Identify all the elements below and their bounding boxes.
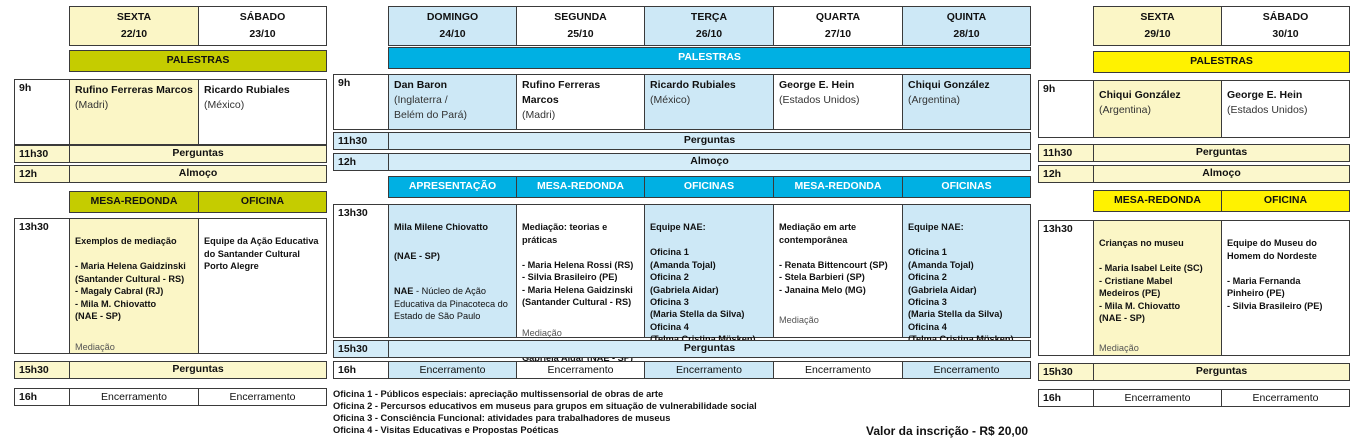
speaker-place: (Madri) <box>522 109 556 122</box>
speaker-name: Rufino Ferreras Marcos <box>75 84 193 96</box>
day-date: 29/10 <box>1144 28 1171 41</box>
encerramento: Encerramento <box>198 388 327 406</box>
mediacao-label: Mediação <box>75 341 115 352</box>
session-text: Mila Milene Chiovatto <box>394 222 488 233</box>
day-date: 25/10 <box>567 28 594 41</box>
speaker-cell <box>644 74 774 130</box>
perguntas-band: Perguntas <box>388 132 1031 150</box>
speaker-place: (Inglaterra / <box>394 94 448 107</box>
oficina-label: OFICINA <box>1221 190 1350 212</box>
speaker-place: (México) <box>204 99 245 112</box>
day-header-sexta-29 <box>1093 6 1222 46</box>
day-header-sexta-22 <box>69 6 199 46</box>
session-detail <box>773 204 903 338</box>
session-text: Equipe NAE: Oficina 1 (Amanda Tojal) Oficina 2 (Gabriela Aidar) Oficina 3 (Maria Stella da Silva) Oficina 4 <box>650 222 745 332</box>
day-header-quinta <box>902 6 1031 46</box>
mesa-redonda-label: MESA-REDONDA <box>773 176 903 198</box>
session-text: - Núcleo de Ação Educativa da Pinacoteca do Estado de São Paulo <box>394 286 508 321</box>
day-name: SÁBADO <box>1262 11 1309 23</box>
day-header-terca <box>644 6 774 46</box>
time-12h: 12h <box>14 165 70 183</box>
time-15h30: 15h30 <box>14 361 70 379</box>
encerramento: Encerramento <box>516 361 645 379</box>
perguntas-band: Perguntas <box>1093 144 1350 162</box>
session-detail <box>1221 220 1350 356</box>
time-9h: 9h <box>1038 80 1094 138</box>
day-date: 23/10 <box>249 28 276 41</box>
day-name: QUARTA <box>815 11 861 23</box>
time-9h: 9h <box>14 79 70 145</box>
session-detail <box>902 204 1031 338</box>
speaker-name: Rufino Ferreras Marcos <box>522 79 601 107</box>
time-16h: 16h <box>333 361 389 379</box>
speaker-cell <box>516 74 645 130</box>
speaker-place: (Argentina) <box>908 94 960 107</box>
session-detail <box>69 218 199 354</box>
time-13h30: 13h30 <box>1038 220 1094 356</box>
speaker-cell <box>198 79 327 145</box>
speaker-name: George E. Hein <box>1227 89 1303 101</box>
time-11h30: 11h30 <box>333 132 389 150</box>
perguntas-band: Perguntas <box>1093 363 1350 381</box>
time-9h: 9h <box>333 74 389 130</box>
speaker-place: Belém do Pará) <box>394 109 467 122</box>
session-text: Equipe NAE: Oficina 1 (Amanda Tojal) Oficina 2 (Gabriela Aidar) Oficina 3 (Maria Stella da Silva) Oficina 4 <box>908 222 1003 332</box>
session-text: Exemplos de mediação - Maria Helena Gaidzinski (Santander Cultural - RS) - Magaly Cabral (RJ) - Mila M. Chiovatto (NAE - SP) <box>75 236 186 321</box>
day-date: 26/10 <box>695 28 723 41</box>
encerramento: Encerramento <box>69 388 199 406</box>
palestras-band: PALESTRAS <box>1093 51 1350 73</box>
oficina-notes <box>333 388 757 436</box>
speaker-name: Chiqui González <box>908 79 990 91</box>
speaker-place: (Madri) <box>75 99 109 112</box>
speaker-name: Dan Baron <box>394 79 448 91</box>
palestras-band: PALESTRAS <box>69 50 327 72</box>
session-text: (NAE - SP) <box>394 251 440 262</box>
speaker-place: (Argentina) <box>1099 104 1151 117</box>
day-header-quarta <box>773 6 903 46</box>
mesa-redonda-label: MESA-REDONDA <box>69 191 199 213</box>
session-detail <box>1093 220 1222 356</box>
speaker-cell <box>773 74 903 130</box>
speaker-cell <box>902 74 1031 130</box>
time-13h30: 13h30 <box>14 218 70 354</box>
session-text: Equipe do Museu do Homem do Nordeste - Maria Fernanda Pinheiro (PE) - Silvia Brasileiro (PE) <box>1227 238 1323 311</box>
time-15h30: 15h30 <box>1038 363 1094 381</box>
session-text: Mediação em arte contemporânea - Renata Bittencourt (SP) - Stela Barbieri (SP) - Janaina Melo (MG) <box>779 222 888 295</box>
encerramento: Encerramento <box>773 361 903 379</box>
oficina-note: Oficina 2 - Percursos educativos em museus para grupos em situação de vulnerabilidade social <box>333 401 757 412</box>
day-header-sabado-23 <box>198 6 327 46</box>
session-text: NAE <box>394 286 414 297</box>
time-16h: 16h <box>1038 389 1094 407</box>
perguntas-band: Perguntas <box>388 340 1031 358</box>
palestras-band: PALESTRAS <box>388 47 1031 69</box>
day-date: 28/10 <box>953 28 980 41</box>
day-name: QUINTA <box>946 11 987 23</box>
encerramento: Encerramento <box>644 361 774 379</box>
session-text: Crianças no museu - Maria Isabel Leite (SC) - Cristiane Mabel Medeiros (PE) - Mila M. Chiovatto (NAE - SP) <box>1099 238 1203 323</box>
day-date: 24/10 <box>439 28 466 41</box>
speaker-cell <box>1093 80 1222 138</box>
day-date: 30/10 <box>1272 28 1299 41</box>
encerramento: Encerramento <box>388 361 517 379</box>
session-detail <box>198 218 327 354</box>
almoco-band: Almoço <box>388 153 1031 171</box>
perguntas-band: Perguntas <box>69 145 327 163</box>
oficina-note: Oficina 4 - Visitas Educativas e Propostas Poéticas <box>333 425 559 436</box>
speaker-name: Chiqui González <box>1099 89 1181 101</box>
encerramento: Encerramento <box>1221 389 1350 407</box>
time-12h: 12h <box>1038 165 1094 183</box>
time-12h: 12h <box>333 153 389 171</box>
day-date: 27/10 <box>824 28 852 41</box>
mesa-redonda-label: MESA-REDONDA <box>516 176 645 198</box>
mediacao-label: Mediação <box>522 327 562 338</box>
almoco-band: Almoço <box>1093 165 1350 183</box>
day-name: SEXTA <box>116 11 152 23</box>
speaker-name: George E. Hein <box>779 79 855 91</box>
day-date: 22/10 <box>120 28 148 41</box>
day-header-domingo <box>388 6 517 46</box>
speaker-place: (Estados Unidos) <box>1227 104 1308 117</box>
oficinas-label: OFICINAS <box>902 176 1031 198</box>
session-detail <box>388 204 517 338</box>
time-15h30: 15h30 <box>333 340 389 358</box>
day-header-sabado-30 <box>1221 6 1350 46</box>
session-detail <box>644 204 774 338</box>
mediacao-label: Mediação <box>1099 342 1139 353</box>
day-name: DOMINGO <box>426 11 479 23</box>
time-11h30: 11h30 <box>1038 144 1094 162</box>
day-name: SEGUNDA <box>554 11 607 23</box>
speaker-cell <box>388 74 517 130</box>
apresentacao-label: APRESENTAÇÃO <box>388 176 517 198</box>
day-name: SEXTA <box>1140 11 1175 23</box>
speaker-name: Ricardo Rubiales <box>650 79 736 91</box>
oficina-note: Oficina 1 - Públicos especiais: apreciação multissensorial de obras de arte <box>333 389 664 399</box>
time-13h30: 13h30 <box>333 204 389 338</box>
oficina-note: Oficina 3 - Consciência Funcional: atividades para trabalhadores de museus <box>333 413 671 424</box>
mesa-redonda-label: MESA-REDONDA <box>1093 190 1222 212</box>
day-name: TERÇA <box>690 11 728 23</box>
speaker-place: (México) <box>650 94 691 107</box>
encerramento: Encerramento <box>902 361 1031 379</box>
oficinas-label: OFICINAS <box>644 176 774 198</box>
speaker-place: (Estados Unidos) <box>779 94 860 107</box>
time-11h30: 11h30 <box>14 145 70 163</box>
speaker-cell <box>69 79 199 145</box>
almoco-band: Almoço <box>69 165 327 183</box>
encerramento: Encerramento <box>1093 389 1222 407</box>
oficina-label: OFICINA <box>198 191 327 213</box>
mediacao-label: Mediação <box>779 315 819 326</box>
session-detail <box>516 204 645 338</box>
registration-price: Valor da inscrição - R$ 20,00 <box>866 424 1029 438</box>
time-16h: 16h <box>14 388 70 406</box>
session-text: Equipe da Ação Educativa do Santander Cultural Porto Alegre <box>204 236 319 272</box>
day-header-segunda <box>516 6 645 46</box>
day-name: SÁBADO <box>239 11 286 23</box>
session-text: Mediação: teorias e práticas - Maria Helena Rossi (RS) - Silvia Brasileiro (PE) - Maria Helena Gaidzinski (Santander Cultural - RS) <box>522 222 634 307</box>
speaker-cell <box>1221 80 1350 138</box>
speaker-name: Ricardo Rubiales <box>204 84 290 96</box>
perguntas-band: Perguntas <box>69 361 327 379</box>
